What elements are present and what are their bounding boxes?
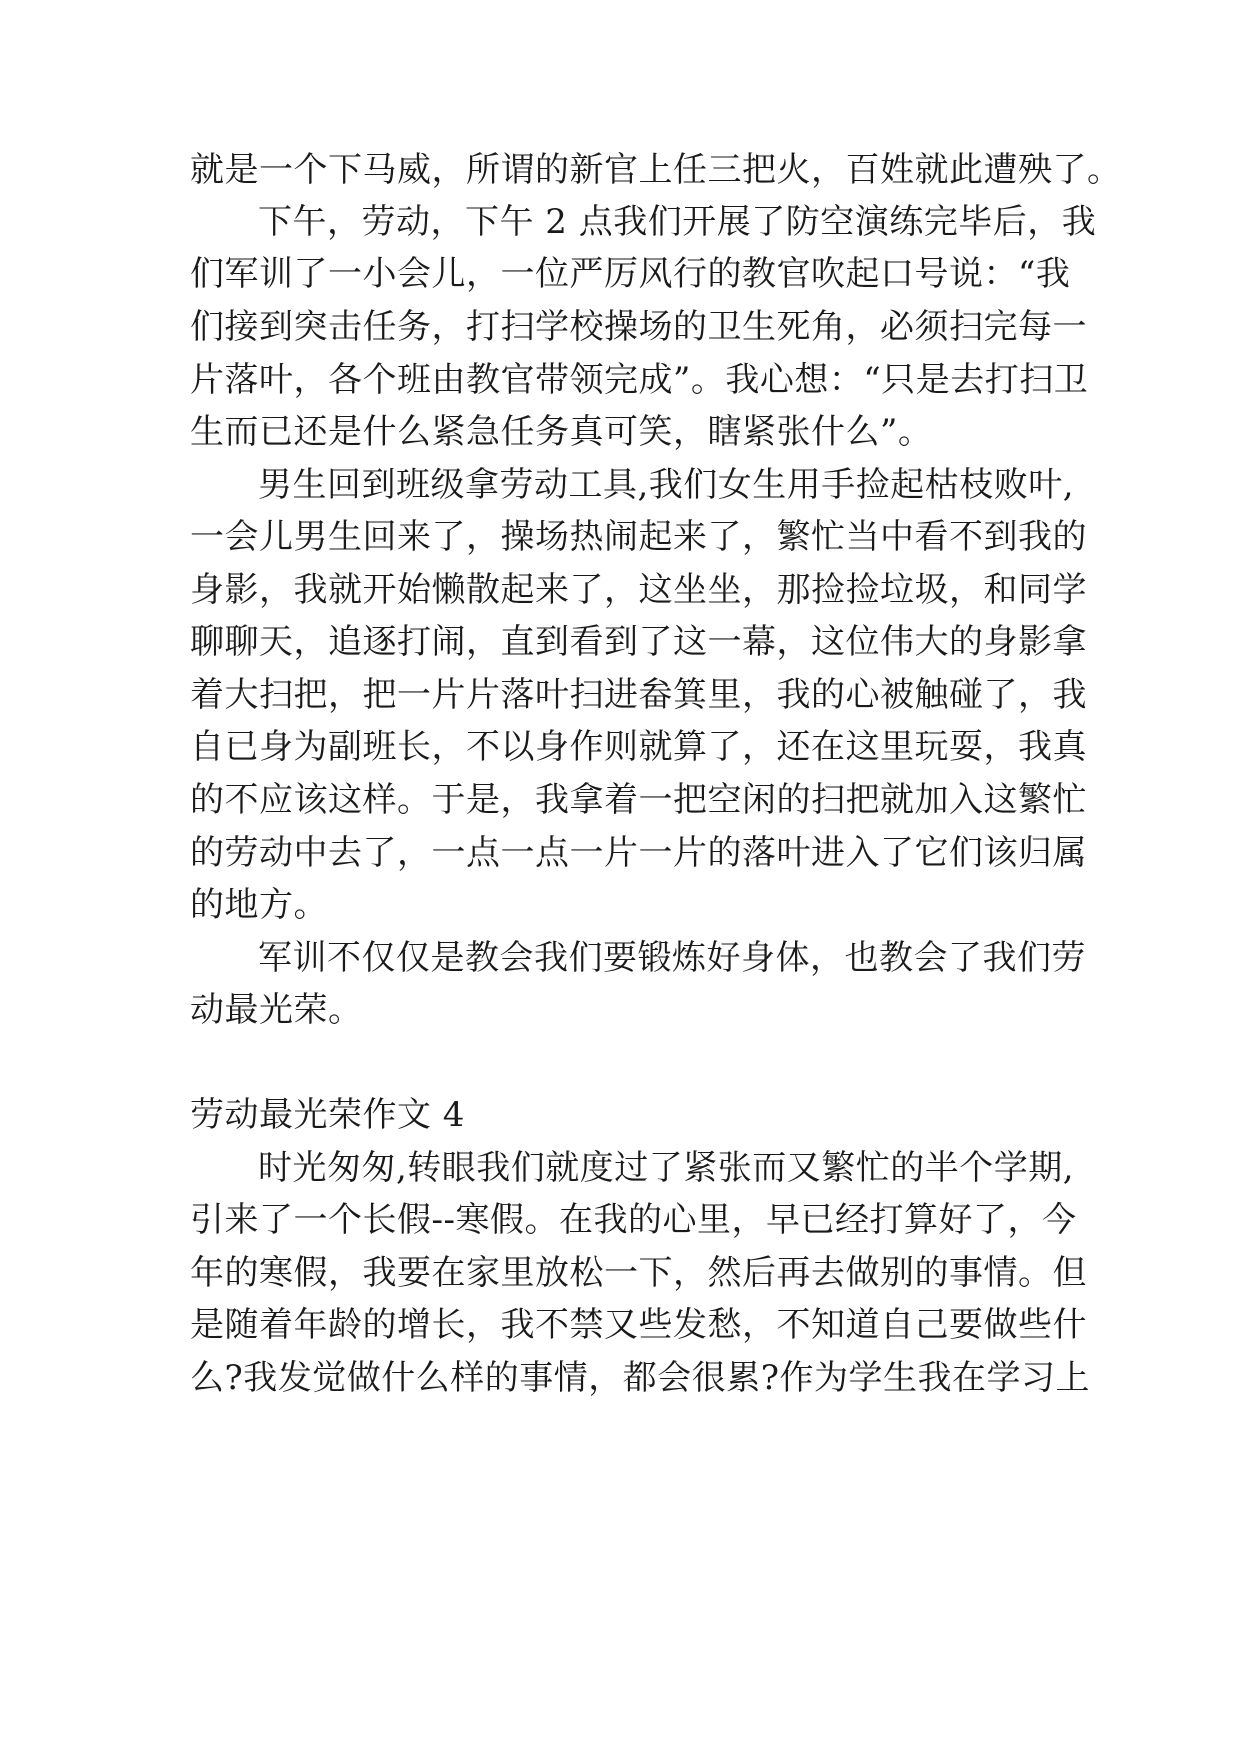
paragraph-line: 片落叶，各个班由教官带领完成”。我心想：“只是去打扫卫 (190, 360, 1089, 400)
paragraph-line: 下午，劳动，下午 2 点我们开展了防空演练完毕后，我 (258, 202, 1097, 242)
paragraph-line: 动最光荣。 (190, 990, 363, 1030)
paragraph-line: 引来了一个长假--寒假。在我的心里，早已经打算好了，今 (190, 1200, 1077, 1240)
paragraph-line: 身影，我就开始懒散起来了，这坐坐，那捡捡垃圾，和同学 (190, 570, 1087, 610)
paragraph-line: 的地方。 (190, 885, 328, 925)
paragraph-line: 们军训了一小会儿，一位严厉风行的教官吹起口号说：“我 (190, 254, 1071, 294)
paragraph-line: 们接到突击任务，打扫学校操场的卫生死角，必须扫完每一 (190, 307, 1087, 347)
paragraph-line: 着大扫把，把一片片落叶扫进畚箕里，我的心被触碰了，我 (190, 675, 1087, 715)
paragraph-line: 军训不仅仅是教会我们要锻炼好身体，也教会了我们劳 (258, 938, 1086, 978)
paragraph-line: 的不应该这样。于是，我拿着一把空闲的扫把就加入这繁忙 (190, 780, 1087, 820)
paragraph-line: 的劳动中去了，一点一点一片一片的落叶进入了它们该归属 (190, 833, 1087, 873)
paragraph-line: 聊聊天，追逐打闹，直到看到了这一幕，这位伟大的身影拿 (190, 622, 1087, 662)
paragraph-line: 男生回到班级拿劳动工具,我们女生用手捡起枯枝败叶, (258, 465, 1075, 505)
paragraph-line: 就是一个下马威，所谓的新官上任三把火，百姓就此遭殃了。 (190, 150, 1122, 190)
paragraph-line: 么?我发觉做什么样的事情，都会很累?作为学生我在学习上 (190, 1358, 1090, 1398)
section-title: 劳动最光荣作文 4 (190, 1095, 465, 1135)
paragraph-line: 一会儿男生回来了，操场热闹起来了，繁忙当中看不到我的 (190, 517, 1087, 557)
paragraph-line: 自已身为副班长，不以身作则就算了，还在这里玩耍，我真 (190, 727, 1087, 767)
paragraph-line: 年的寒假，我要在家里放松一下，然后再去做别的事情。但 (190, 1253, 1087, 1293)
paragraph-line: 生而已还是什么紧急任务真可笑，瞎紧张什么”。 (190, 412, 933, 452)
paragraph-line: 时光匆匆,转眼我们就度过了紧张而又繁忙的半个学期, (258, 1148, 1075, 1188)
paragraph-line: 是随着年龄的增长，我不禁又些发愁，不知道自己要做些什 (190, 1305, 1087, 1345)
